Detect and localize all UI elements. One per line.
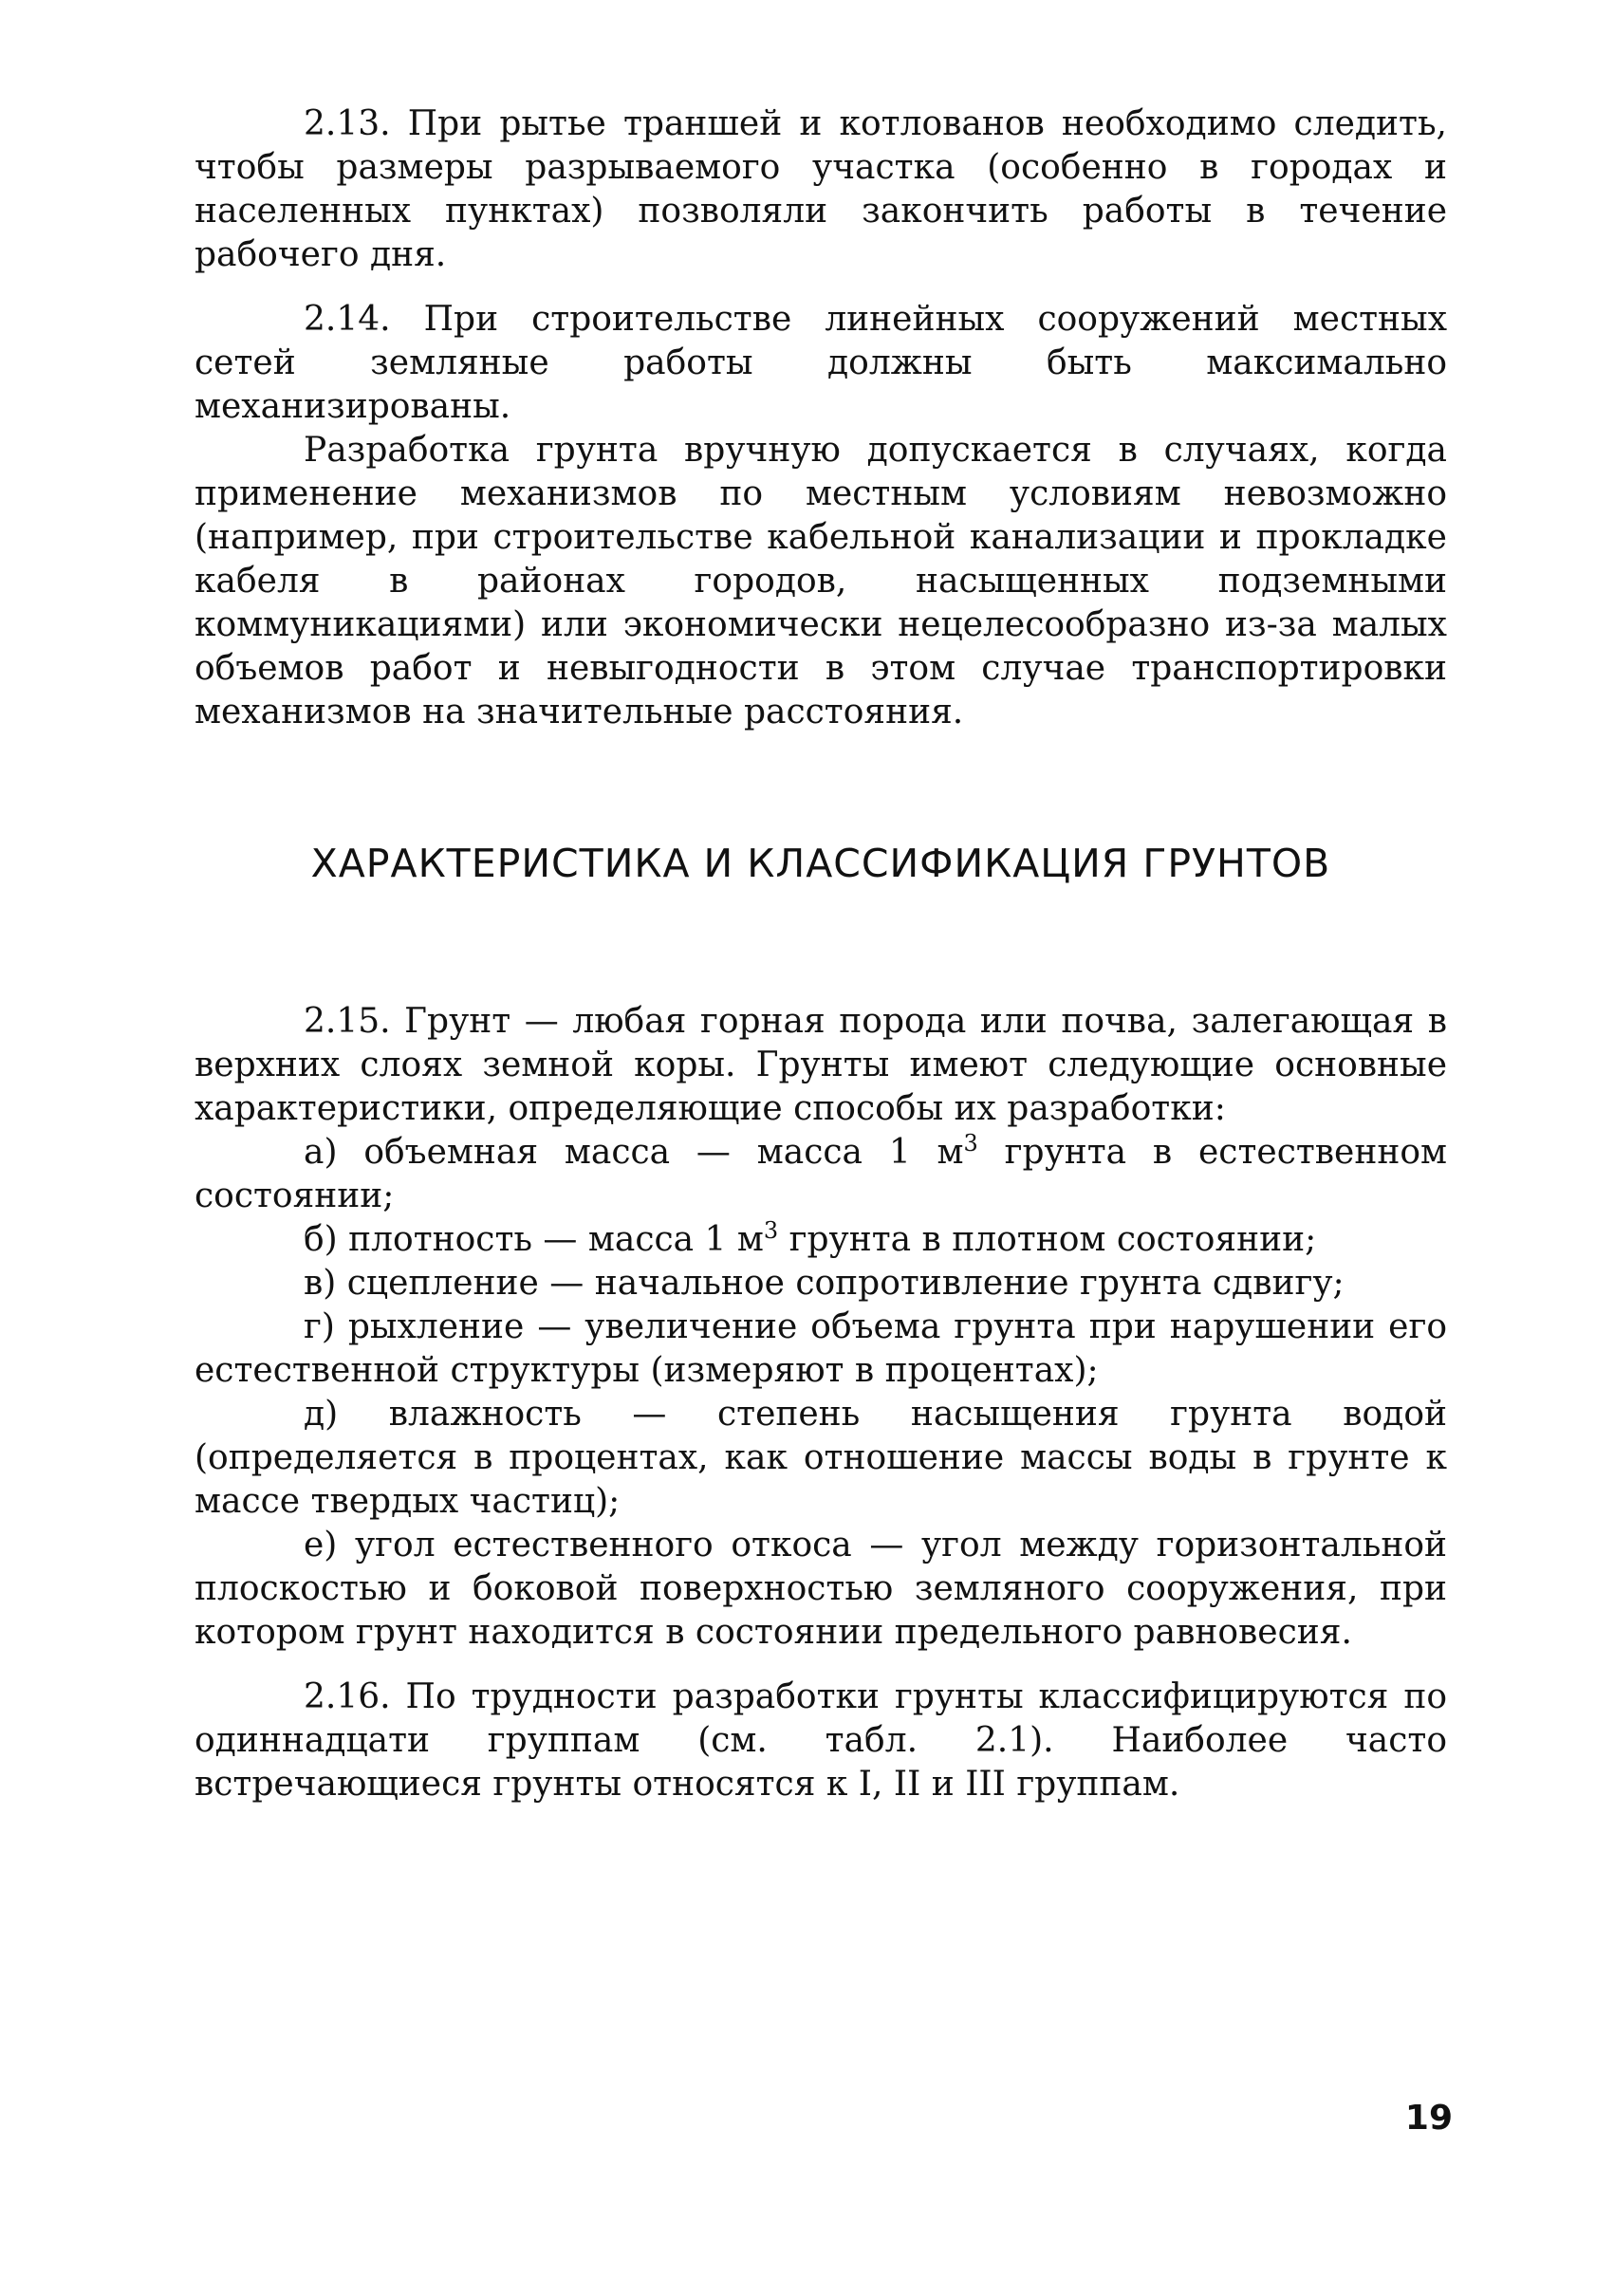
list-item-e: е) угол естественного откоса — угол между горизонтальной плоскостью и боковой поверхностью земляного сооружения, при котором грунт находится в состоянии предельного равновесия. [195, 1526, 1447, 1652]
paragraph-2-14: 2.14. При строительстве линейных сооружений местных сетей земляные работы должны быть максимально механизированы. [195, 300, 1447, 426]
paragraph-manual-excavation: Разработка грунта вручную допускается в случаях, когда применение механизмов по местным условиям невозможно (например, при строительстве кабельной канализации и прокладке кабеля в районах городов, насыщенных подземными коммуникациями) или экономически нецелесообразно из-за малых объемов работ и невыгодности в этом случае транспортировки механизмов на значительные расстояния. [195, 431, 1447, 731]
list-item-a-before: а) объемная масса — масса 1 м [304, 1133, 964, 1172]
list-item-a-sup: 3 [963, 1130, 978, 1157]
list-item-a-after: грунта в естественном состоянии; [195, 1133, 1448, 1215]
page-number: 19 [1404, 2099, 1453, 2138]
list-item-v: в) сцепление — начальное сопротивление грунта сдвигу; [304, 1264, 1345, 1303]
paragraph-2-13: 2.13. При рытье траншей и котлованов необходимо следить, чтобы размеры разрываемого участка (особенно в городах и населенных пунктах) позволяли закончить работы в течение рабочего дня. [195, 104, 1447, 274]
paragraph-2-15: 2.15. Грунт — любая горная порода или почва, залегающая в верхних слоях земной коры. Грунты имеют следующие основные характеристики, определяющие способы их разработки: [195, 1002, 1447, 1128]
list-item-b [195, 1218, 1447, 1262]
list-item-b-before: б) плотность — масса 1 м [304, 1220, 764, 1259]
list-item-a [195, 1131, 1447, 1218]
list-item-g: г) рыхление — увеличение объема грунта при нарушении его естественной структуры (измеряют в процентах); [195, 1307, 1447, 1390]
document-page [195, 102, 1447, 1806]
list-item-b-after: грунта в плотном состоянии; [778, 1220, 1317, 1259]
paragraph-2-16: 2.16. По трудности разработки грунты классифицируются по одиннадцати группам (см. табл. 2.1). Наиболее часто встречающиеся грунты относятся к I, II и III группам. [195, 1677, 1447, 1804]
list-item-b-sup: 3 [763, 1217, 779, 1244]
list-item-d: д) влажность — степень насыщения грунта водой (определяется в процентах, как отношение массы воды в грунте к массе твердых частиц); [195, 1395, 1447, 1521]
section-heading: ХАРАКТЕРИСТИКА И КЛАССИФИКАЦИЯ ГРУНТОВ [310, 841, 1331, 886]
